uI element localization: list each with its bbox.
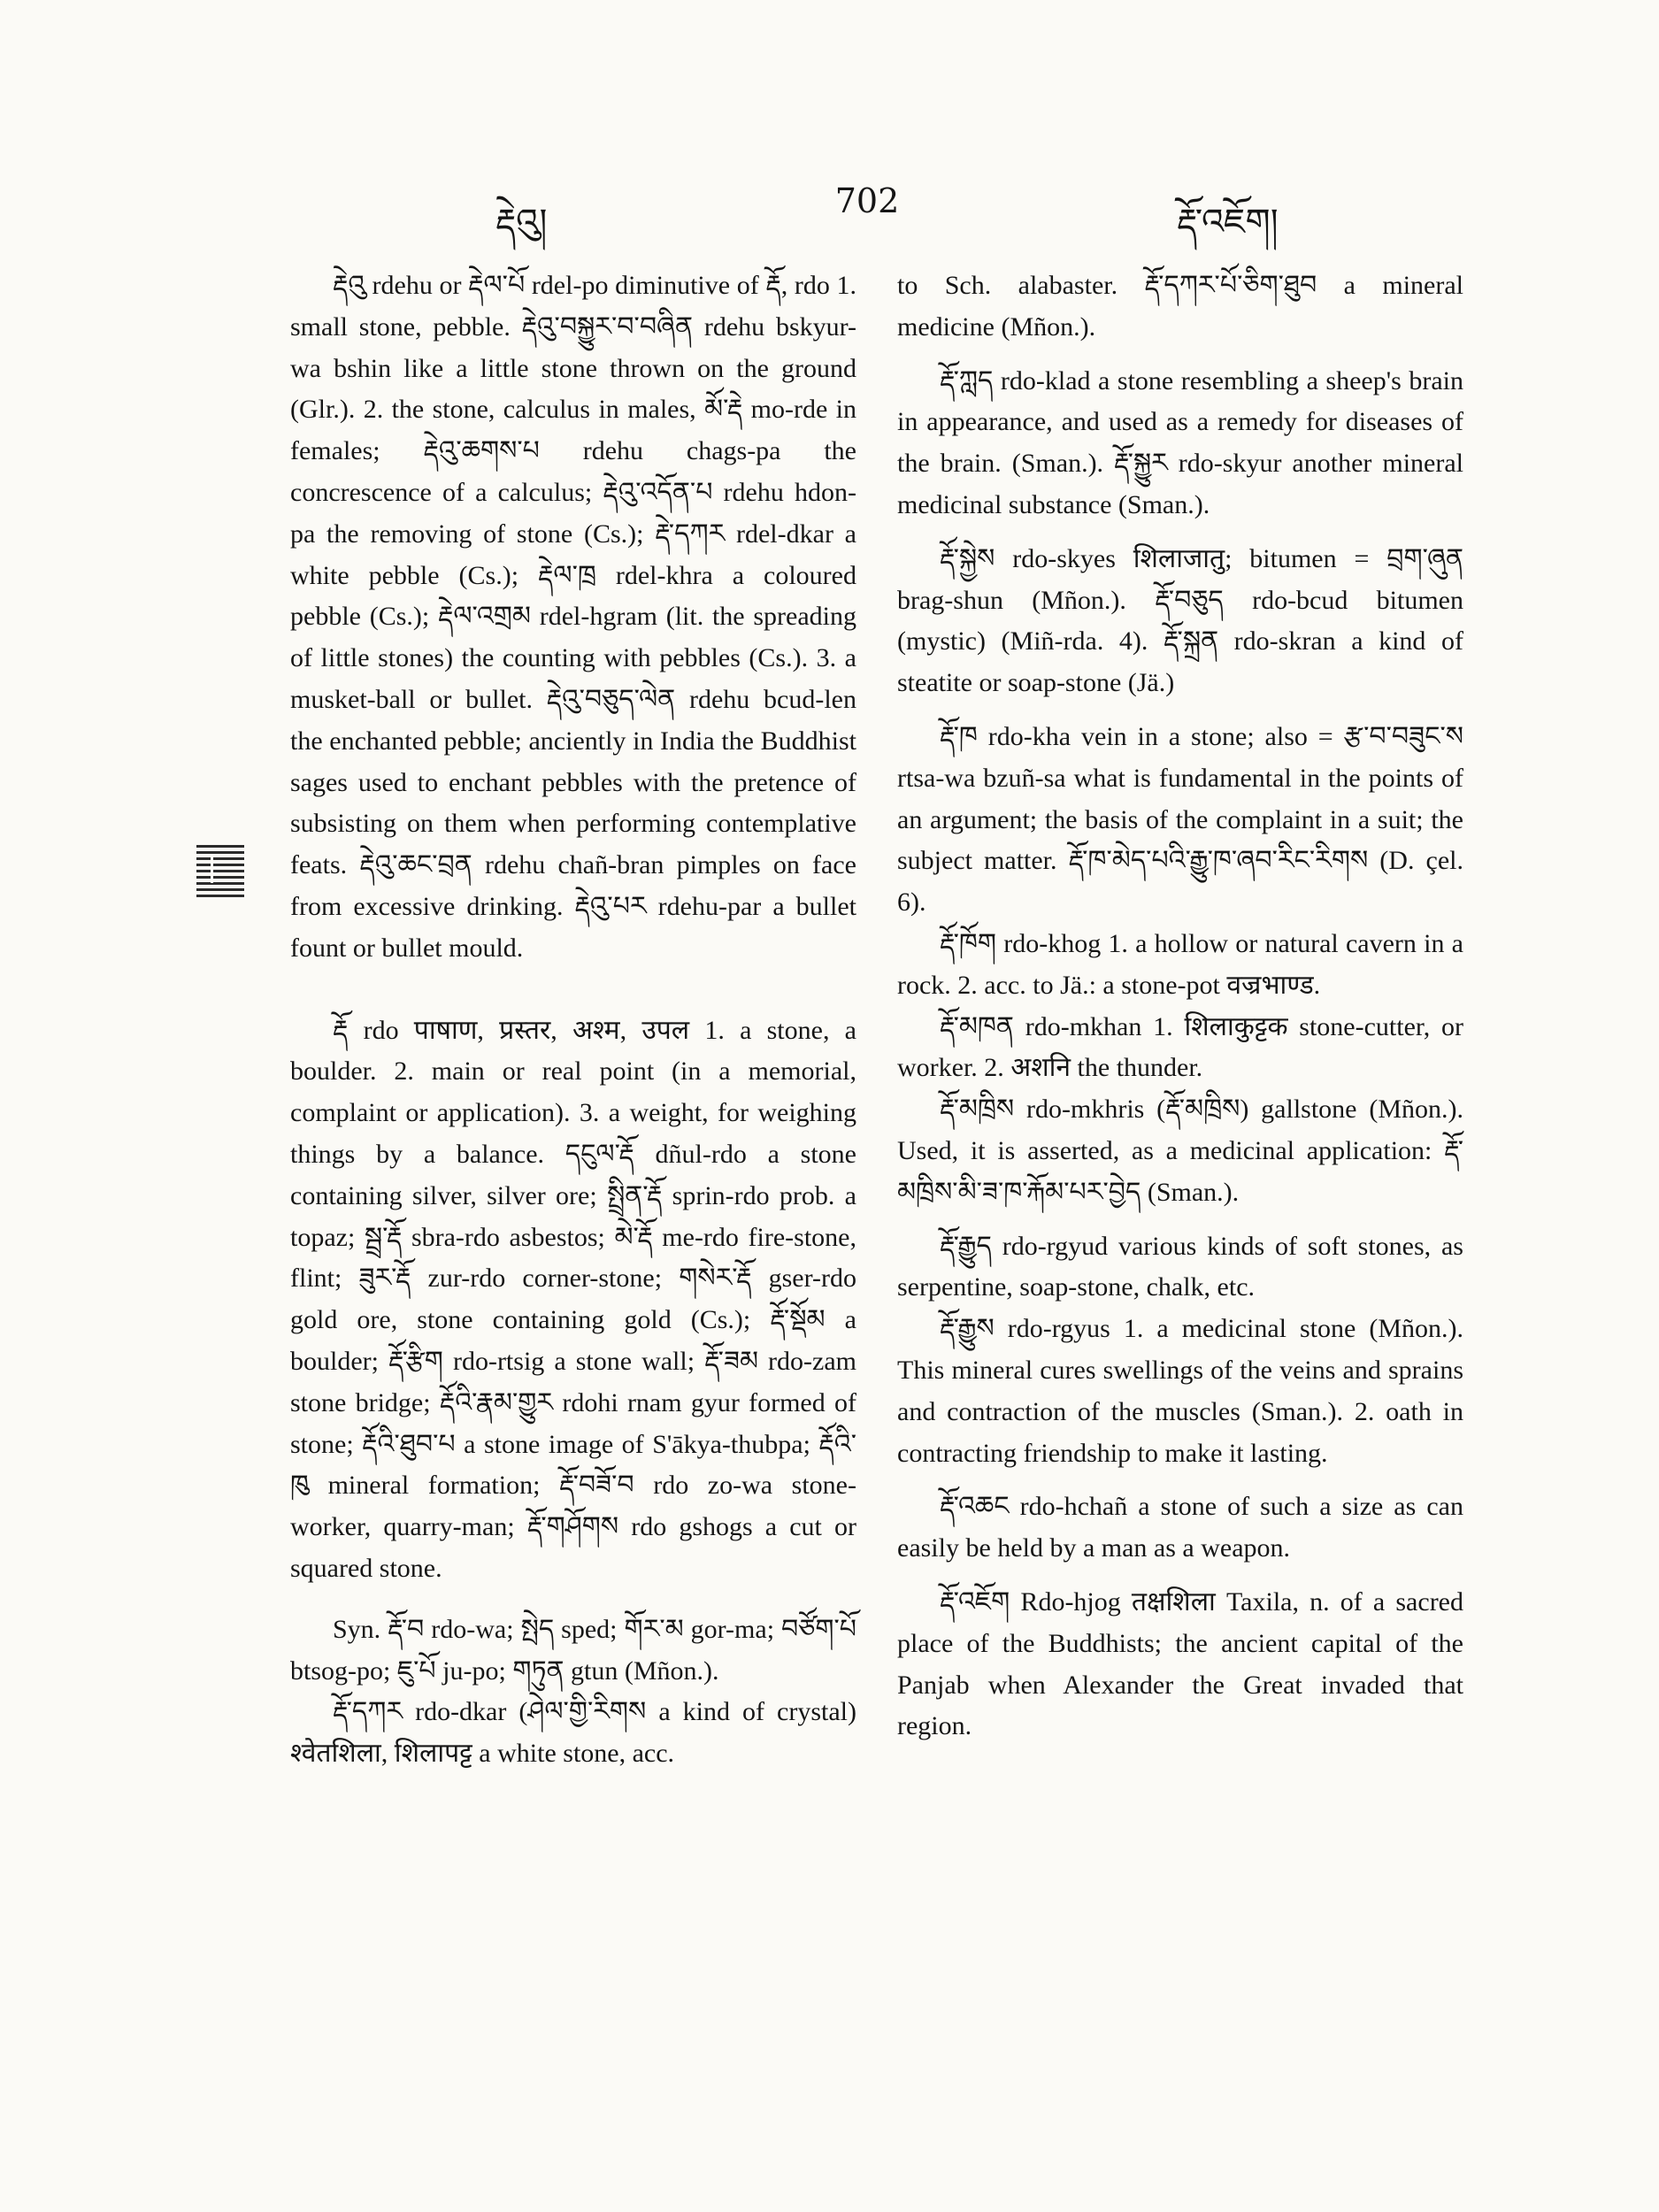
entry-rdo-dkar: རྡོ་དཀར rdo-dkar (ཤེལ་གྱི་རིགས a kind of crystal) श्वेतशिला, शिलापट्ट a white stone, acc. bbox=[290, 1697, 856, 1769]
entry-rdo-dkar-continued: to Sch. alabaster. རྡོ་དཀར་པོ་ཅིག་ཐུབ a mineral medicine (Mñon.). bbox=[897, 271, 1463, 342]
margin-section-mark bbox=[196, 845, 244, 900]
entry-rdo-klad: རྡོ་ཀླད rdo-klad a stone resembling a sheep's brain in appearance, and used as a remedy for diseases of the brain. (Sman.). རྡོ་སྐྱུར rdo-skyur another mineral medicinal substance (Sman.). bbox=[897, 365, 1463, 519]
entry-rdehu: རྡེའུ rdehu or རྡེལ་པོ rdel-po diminutive of རྡོ, rdo 1. small stone, pebble. རྡེའུ་བསྐྱུར་བ་བཞིན rdehu bskyur-wa bshin like a little stone thrown on the ground (Glr.). 2. the stone, calculus in males, མོ་རྡེ mo-rde in females; རྡེའུ་ཆགས་པ rdehu chags-pa the concrescence of a calculus; རྡེའུ་འདོན་པ rdehu hdon-pa the removing of stone (Cs.); རྡེ་དཀར rdel-dkar a white pebble (Cs.); རྡེལ་ཁྲ rdel-khra a coloured pebble (Cs.); རྡེལ་འགྲམ rdel-hgram (lit. the spreading of little stones) the counting with pebbles (Cs.). 3. a musket-ball or bullet. རྡེའུ་བཅུད་ལེན rdehu bcud-len the enchanted pebble; anciently in India the Buddhist sages used to enchant pebbles with the pretence of subsisting on them when performing contemplative feats. རྡེའུ་ཆང་བྲན rdehu chañ-bran pimples on face from excessive drinking. རྡེའུ་པར rdehu-par a bullet fount or bullet mould. bbox=[290, 271, 856, 963]
entry-rdo-kha: རྡོ་ཁ rdo-kha vein in a stone; also = རྩ་བ་བཟུང་ས rtsa-wa bzuñ-sa what is fundamental in the points of an argument; the basis of the complaint in a suit; the subject matter. རྡོ་ཁ་མེད་པའི་རྒྱུ་ཁ་ཞབ་རིང་རིགས (D. çel. 6). bbox=[897, 721, 1463, 918]
entry-rdo-mkhris: རྡོ་མཁྲིས rdo-mkhris (རྡོ་མཁྲིས) gallstone (Mñon.). Used, it is asserted, as a medicinal application: རྡོ་མཁྲིས་མི་ཟ་ཁ་རྐོམ་པར་བྱེད (Sman.). bbox=[897, 1094, 1463, 1207]
entry-rdo: རྡོ rdo पाषाण, प्रस्तर, अश्म, उपल 1. a stone, a boulder. 2. main or real point (in a memorial, complaint or application). 3. a weight, for weighing things by a balance. དངུལ་རྡོ dñul-rdo a stone containing silver, silver ore; སྤྲིན་རྡོ sprin-rdo prob. a topaz; སྦྲ་རྡོ sbra-rdo asbestos; མེ་རྡོ me-rdo fire-stone, flint; ཟུར་རྡོ zur-rdo corner-stone; གསེར་རྡོ gser-rdo gold ore, stone containing gold (Cs.); རྡོ་སྡོམ a boulder; རྡོ་རྩིག rdo-rtsig a stone wall; རྡོ་ཟམ rdo-zam stone bridge; རྡོའི་རྣམ་གྱུར rdohi rnam gyur formed of stone; རྡོའི་ཐུབ་པ a stone image of S'ākya-thubpa; རྡོའི་ཁུ mineral formation; རྡོ་བཟོ་བ rdo zo-wa stone-worker, quarry-man; རྡོ་གཤོགས rdo gshogs a cut or squared stone. bbox=[290, 1015, 856, 1583]
entry-rdo-hjog: རྡོ་འཇོག Rdo-hjog तक्षशिला Taxila, n. of a sacred place of the Buddhists; the ancient capital of the Panjab when Alexander the Great invaded that region. bbox=[897, 1586, 1463, 1741]
running-headword-left: རྡེའུ། bbox=[495, 202, 548, 242]
left-column bbox=[290, 265, 856, 1775]
entry-rdo-khog: རྡོ་ཁོག rdo-khog 1. a hollow or natural cavern in a rock. 2. acc. to Jä.: a stone-pot वज्रभाण्ड. bbox=[897, 928, 1463, 1000]
page-header bbox=[0, 181, 1659, 242]
entry-rdo-rgyud: རྡོ་རྒྱུད rdo-rgyud various kinds of soft stones, as serpentine, soap-stone, chalk, etc. bbox=[897, 1231, 1463, 1302]
page-number: 702 bbox=[834, 181, 900, 220]
entry-rdo-hchan: རྡོ་འཆང rdo-hchañ a stone of such a size as can easily be held by a man as a weapon. bbox=[897, 1492, 1463, 1563]
entry-rdo-synonyms: Syn. རྡོ་བ rdo-wa; སྤེད sped; གོར་མ gor-ma; བཙོག་པོ btsog-po; ཇུ་པོ ju-po; གཏུན gtun (Mñon.). bbox=[290, 1614, 856, 1686]
entry-rdo-rgyus: རྡོ་རྒྱུས rdo-rgyus 1. a medicinal stone (Mñon.). This mineral cures swellings of the veins and sprains and contraction of the muscles (Sman.). 2. oath in contracting friendship to make it lasting. bbox=[897, 1314, 1463, 1468]
entry-rdo-mkhan: རྡོ་མཁན rdo-mkhan 1. शिलाकुट्टक stone-cutter, or worker. 2. अशनि the thunder. bbox=[897, 1011, 1463, 1083]
right-column bbox=[897, 265, 1463, 1747]
entry-rdo-skyes: རྡོ་སྐྱེས rdo-skyes शिलाजातु; bitumen = བྲག་ཞུན brag-shun (Mñon.). རྡོ་བཅུད rdo-bcud bitumen (mystic) (Miñ-rda. 4). རྡོ་སྐྲན rdo-skran a kind of steatite or soap-stone (Jä.) bbox=[897, 543, 1463, 698]
running-headword-right: རྡོ་འཇོག། bbox=[1177, 202, 1279, 242]
